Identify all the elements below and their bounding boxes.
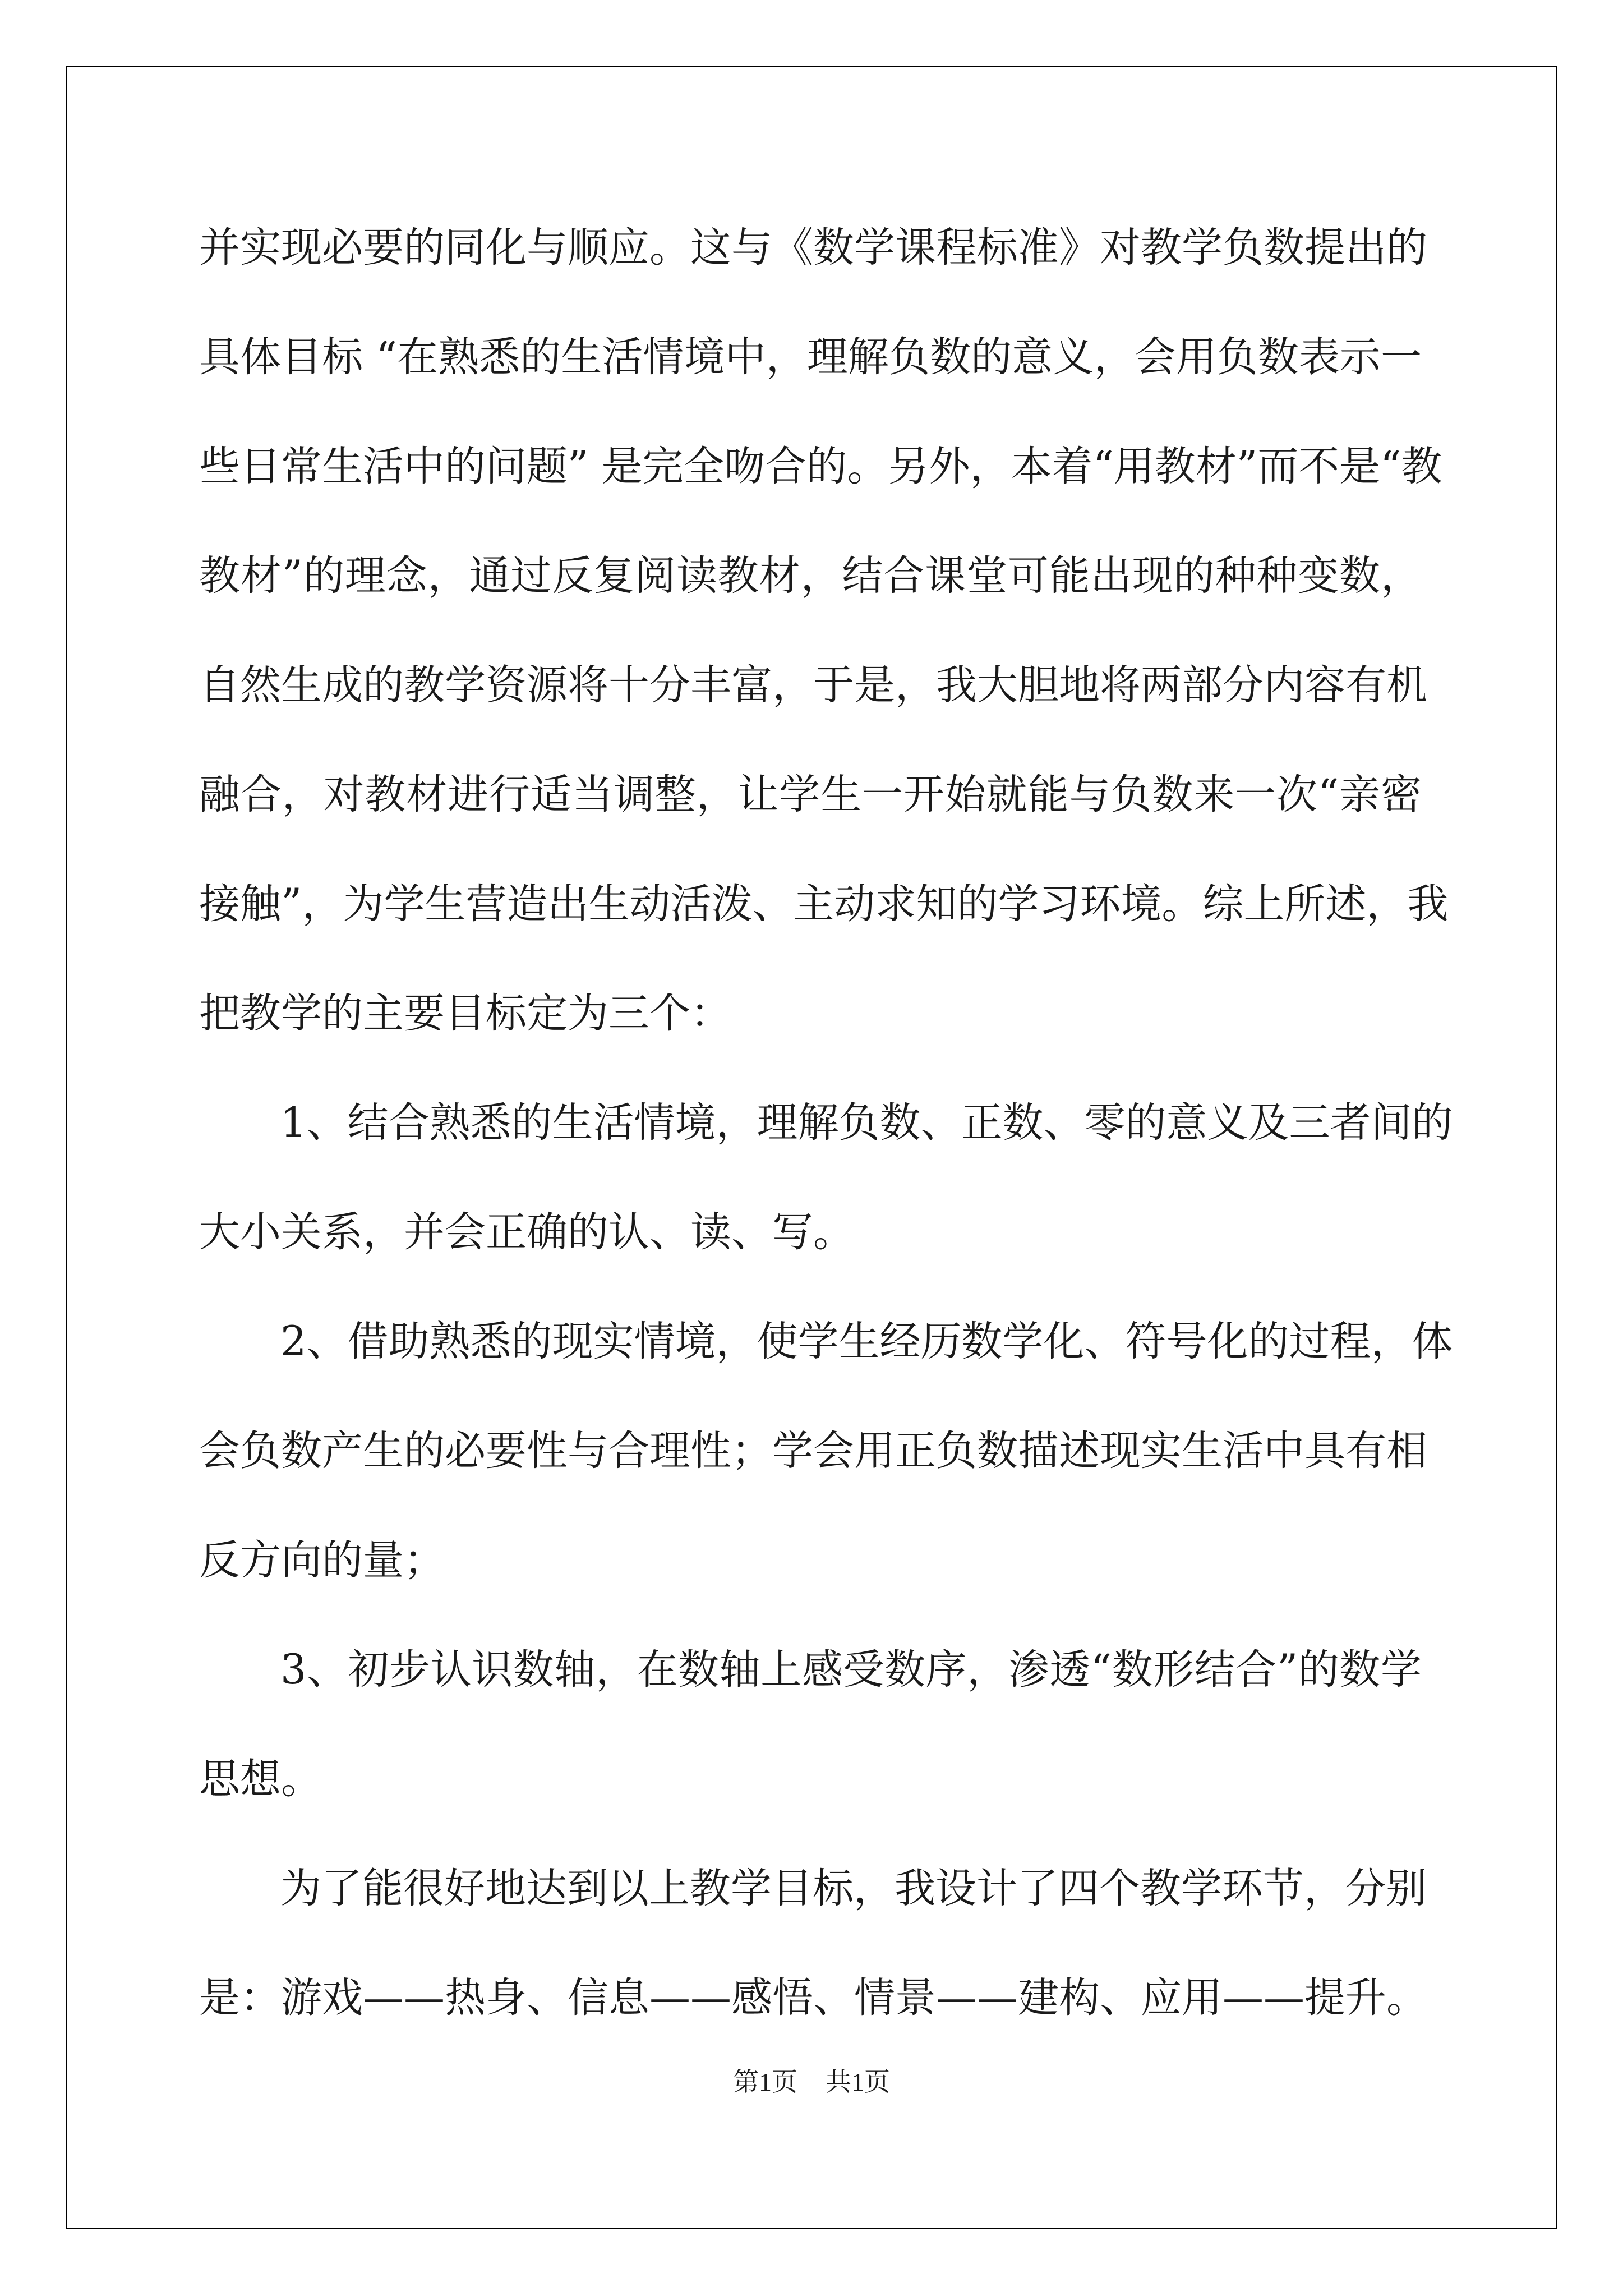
paragraph-line: 具体目标 “在熟悉的生活情境中，理解负数的意义，会用负数表示一 <box>199 333 1422 381</box>
paragraph-line: 自然生成的教学资源将十分丰富，于是，我大胆地将两部分内容有机 <box>199 661 1427 709</box>
page-total: 共1页 <box>826 2068 890 2096</box>
page-number: 第1页 <box>733 2068 797 2096</box>
list-item-3-line: 思想。 <box>199 1755 322 1803</box>
paragraph-line: 教材”的理念，通过反复阅读教材，结合课堂可能出现的种种变数， <box>199 552 1422 600</box>
list-item-2-line: 反方向的量； <box>199 1536 445 1584</box>
paragraph-line: 把教学的主要目标定为三个： <box>199 990 731 1037</box>
list-item-1-line: 大小关系，并会正确的认、读、写。 <box>199 1208 854 1256</box>
paragraph-line: 是：游戏——热身、信息——感悟、情景——建构、应用——提升。 <box>199 1974 1427 2022</box>
list-item-2-line: 2、借助熟悉的现实情境，使学生经历数学化、符号化的过程，体 <box>280 1318 1453 1365</box>
paragraph-line: 为了能很好地达到以上教学目标，我设计了四个教学环节，分别 <box>280 1865 1427 1912</box>
list-item-1-line: 1、结合熟悉的生活情境，理解负数、正数、零的意义及三者间的 <box>280 1099 1453 1147</box>
paragraph-line: 融合，对教材进行适当调整，让学生一开始就能与负数来一次“亲密 <box>199 771 1422 818</box>
list-item-2-line: 会负数产生的必要性与合理性；学会用正负数描述现实生活中具有相 <box>199 1427 1427 1475</box>
list-item-3-line: 3、初步认识数轴，在数轴上感受数序，渗透“数形结合”的数学 <box>280 1646 1422 1694</box>
paragraph-line: 接触”，为学生营造出生动活泼、主动求知的学习环境。综上所述，我 <box>199 880 1449 928</box>
paragraph-line: 并实现必要的同化与顺应。这与《数学课程标准》对教学负数提出的 <box>199 224 1427 272</box>
page-footer <box>0 2062 1623 2099</box>
paragraph-line: 些日常生活中的问题” 是完全吻合的。另外，本着“用教材”而不是“教 <box>199 443 1442 490</box>
